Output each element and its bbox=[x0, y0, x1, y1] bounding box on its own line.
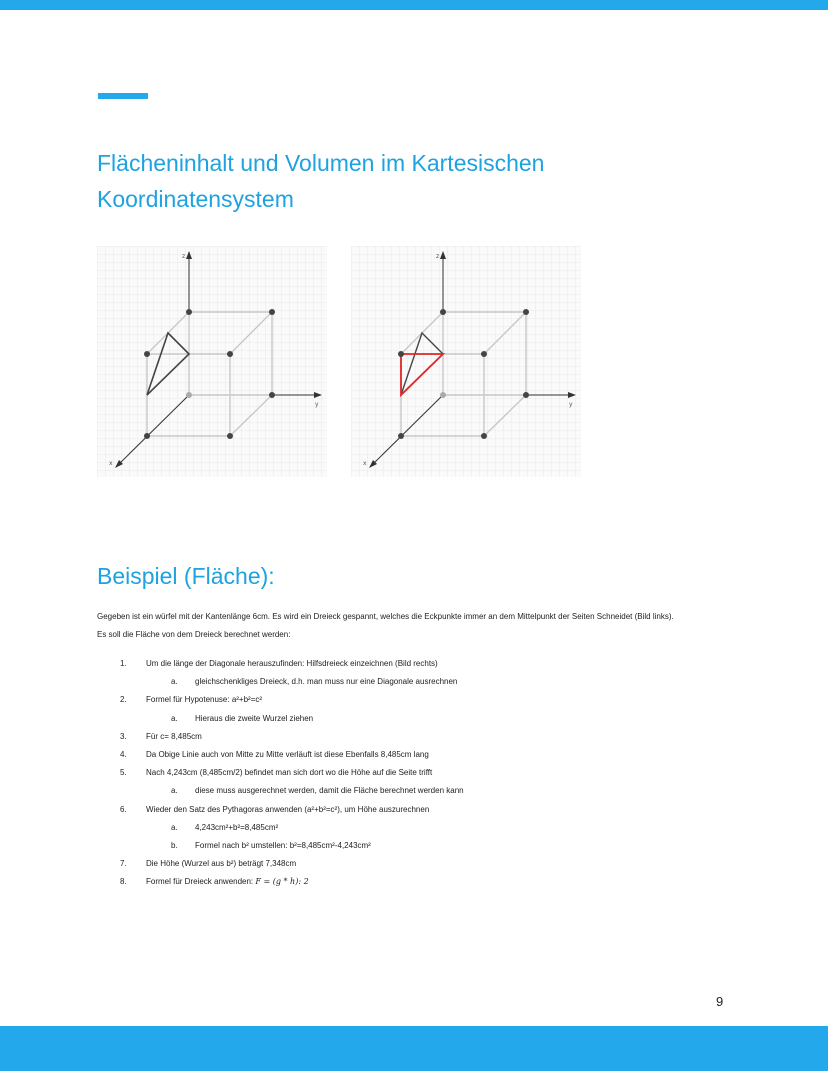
list-text bbox=[146, 855, 296, 873]
list-item bbox=[97, 655, 737, 673]
list-text bbox=[146, 746, 429, 764]
list-text-content: Formel für Dreieck anwenden: bbox=[146, 877, 254, 887]
sub-list-letter: a. bbox=[171, 822, 178, 832]
page-title: Flächeninhalt und Volumen im Kartesischen Koordinatensystem bbox=[97, 150, 545, 212]
list-item bbox=[97, 746, 737, 764]
sub-list-item bbox=[97, 782, 737, 800]
sub-list-item bbox=[97, 710, 737, 728]
sub-list-text: gleichschenkliges Dreieck, d.h. man muss nur eine Diagonale ausrechnen bbox=[195, 677, 458, 687]
list-number: 5. bbox=[120, 768, 127, 778]
sub-list-text: 4,243cm²+b²=8,485cm² bbox=[195, 822, 279, 832]
list-item bbox=[97, 691, 737, 709]
list-item bbox=[97, 873, 737, 891]
top-accent-bar bbox=[0, 0, 828, 10]
z-axis-label: z bbox=[436, 253, 440, 260]
list-text-content: Formel für Hypotenuse: a²+b²=c² bbox=[146, 695, 263, 705]
list-item bbox=[97, 801, 737, 819]
title-accent-line bbox=[98, 93, 148, 99]
list-item bbox=[97, 764, 737, 782]
list-number: 1. bbox=[120, 659, 127, 668]
list-text bbox=[146, 655, 438, 673]
list-number: 4. bbox=[120, 749, 127, 759]
example-heading: Beispiel (Fläche): bbox=[97, 563, 275, 589]
list-number: 6. bbox=[120, 804, 127, 814]
list-text bbox=[146, 764, 432, 782]
sub-list-letter: a. bbox=[171, 786, 178, 796]
list-item bbox=[97, 855, 737, 873]
sub-list-text: Formel nach b² umstellen: b²=8,485cm²-4,243cm² bbox=[195, 840, 371, 850]
sub-list-item bbox=[97, 837, 737, 855]
z-axis-label: z bbox=[182, 253, 186, 260]
list-text-content: Die Höhe (Wurzel aus b²) beträgt 7,348cm bbox=[146, 859, 297, 869]
list-text bbox=[146, 873, 309, 891]
list-text bbox=[146, 801, 429, 819]
list-text-content: Wieder den Satz des Pythagoras anwenden (a²+b²=c²), um Höhe auszurechnen bbox=[146, 804, 430, 814]
list-text-content: Für c= 8,485cm bbox=[146, 731, 202, 741]
y-axis-label: y bbox=[315, 401, 319, 408]
list-text-content: Nach 4,243cm (8,485cm/2) befindet man sich dort wo die Höhe auf die Seite trifft bbox=[146, 768, 433, 778]
list-item bbox=[97, 728, 737, 746]
sub-list-letter: a. bbox=[171, 677, 178, 687]
x-axis-label: x bbox=[109, 460, 113, 467]
formula: F = (g * h): 2 bbox=[255, 877, 309, 887]
intro-line: Gegeben ist ein würfel mit der Kantenlänge 6cm. Es wird ein Dreieck gespannt, welches die Eckpunkte immer an dem Mittelpunkt der Seiten Schneidet (Bild links). bbox=[97, 612, 674, 621]
sub-list-text: Hieraus die zweite Wurzel ziehen bbox=[195, 713, 314, 723]
x-axis-label: x bbox=[363, 460, 367, 467]
cube-figure-right bbox=[351, 246, 581, 477]
sub-list-letter: a. bbox=[171, 713, 178, 723]
sub-list-item bbox=[97, 819, 737, 837]
cube-figure-left bbox=[97, 246, 327, 477]
intro-line: Es soll die Fläche von dem Dreieck berechnet werden: bbox=[97, 630, 291, 639]
list-text bbox=[146, 728, 202, 746]
y-axis-label: y bbox=[569, 401, 573, 408]
sub-list-text: diese muss ausgerechnet werden, damit die Fläche berechnet werden kann bbox=[195, 786, 464, 796]
page-number: 9 bbox=[716, 994, 724, 1009]
steps-list bbox=[97, 655, 737, 891]
list-text bbox=[146, 691, 262, 709]
list-text-content: Da Obige Linie auch von Mitte zu Mitte verläuft ist diese Ebenfalls 8,485cm lang bbox=[146, 749, 429, 759]
list-number: 8. bbox=[120, 877, 127, 887]
list-number: 7. bbox=[120, 859, 127, 869]
list-number: 3. bbox=[120, 731, 127, 741]
sub-list-letter: b. bbox=[171, 840, 178, 850]
sub-list-item bbox=[97, 673, 737, 691]
bottom-accent-bar bbox=[0, 1026, 828, 1071]
list-text-content: Um die länge der Diagonale herauszufinden: Hilfsdreieck einzeichnen (Bild rechts) bbox=[146, 659, 438, 668]
example-intro bbox=[97, 608, 737, 644]
list-number: 2. bbox=[120, 695, 127, 705]
